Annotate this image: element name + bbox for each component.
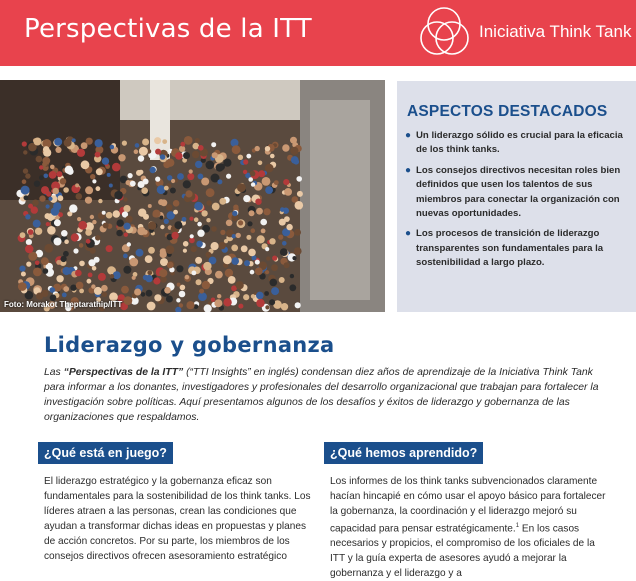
section-title: Liderazgo y gobernanza <box>44 333 335 357</box>
left-column-text: El liderazgo estratégico y la gobernanza eficaz son fundamentales para la sostenibilidad de los think tanks. Los líderes atraen a las personas, crean las condiciones que ayudan a transformar dichas ideas en propuestas y planes de acción concretos. Por su parte, los miembros de los consejos directivos ofrecen asesoramiento estratégico <box>44 476 311 562</box>
bullet-icon: ● <box>405 164 412 176</box>
header-title: Perspectivas de la ITT <box>24 14 312 44</box>
highlight-item: ● Un liderazgo sólido es crucial para la eficacia de los think tanks. <box>405 130 623 156</box>
photo-credit: Foto: Morakot Theptarathip/ITT <box>4 300 123 309</box>
highlights-box <box>397 81 636 312</box>
highlight-item: ● Los consejos directivos necesitan roles bien definidos que usen los talentos de sus miembros para conectar la organización con nuevas oportunidades. <box>405 164 621 220</box>
crowd-photo-image <box>0 80 385 312</box>
right-column-text: Los informes de los think tanks subvencionados claramente hacían hincapié en cómo usar el apoyo básico para fortalecer la gobernanza, la coordinación y el liderazgo mejoró su capacidad para pensar estratégicamente.$^1$ En los casos necesarios y propicios, el compromiso de los oficiales de la ITT y la guía experta de asesores ayudó a mejorar la gobernanza y el liderazgo y a <box>330 476 606 580</box>
highlights-list <box>405 129 631 277</box>
bullet-icon: ● <box>405 130 412 141</box>
logo-text: Iniciativa Think Tank <box>479 22 632 41</box>
intro-paragraph: Las “Perspectivas de la ITT” (“TTI Insights” en inglés) condensan diez años de aprendizaje de la Iniciativa Think Tank para informar a los donantes, investigadores y profesionales del desarrollo organizacional que trabajan para fortalecer la investigación sobre políticas. Aquí presentamos algunos de los desafíos y éxitos de liderazgo y gobernanza de las organizaciones que respaldamos. <box>44 367 599 423</box>
crowd-photo <box>0 80 385 312</box>
highlights-title: ASPECTOS DESTACADOS <box>407 103 608 120</box>
right-column-heading: ¿Qué hemos aprendido? <box>324 442 483 464</box>
highlight-item: ● Los procesos de transición de liderazgo transparentes son fundamentales para la sostenibilidad a largo plazo. <box>405 228 604 269</box>
left-column-heading: ¿Qué está en juego? <box>38 442 173 464</box>
page-header <box>0 0 636 66</box>
bullet-icon: ● <box>405 228 412 240</box>
itt-logo-icon <box>414 0 478 66</box>
